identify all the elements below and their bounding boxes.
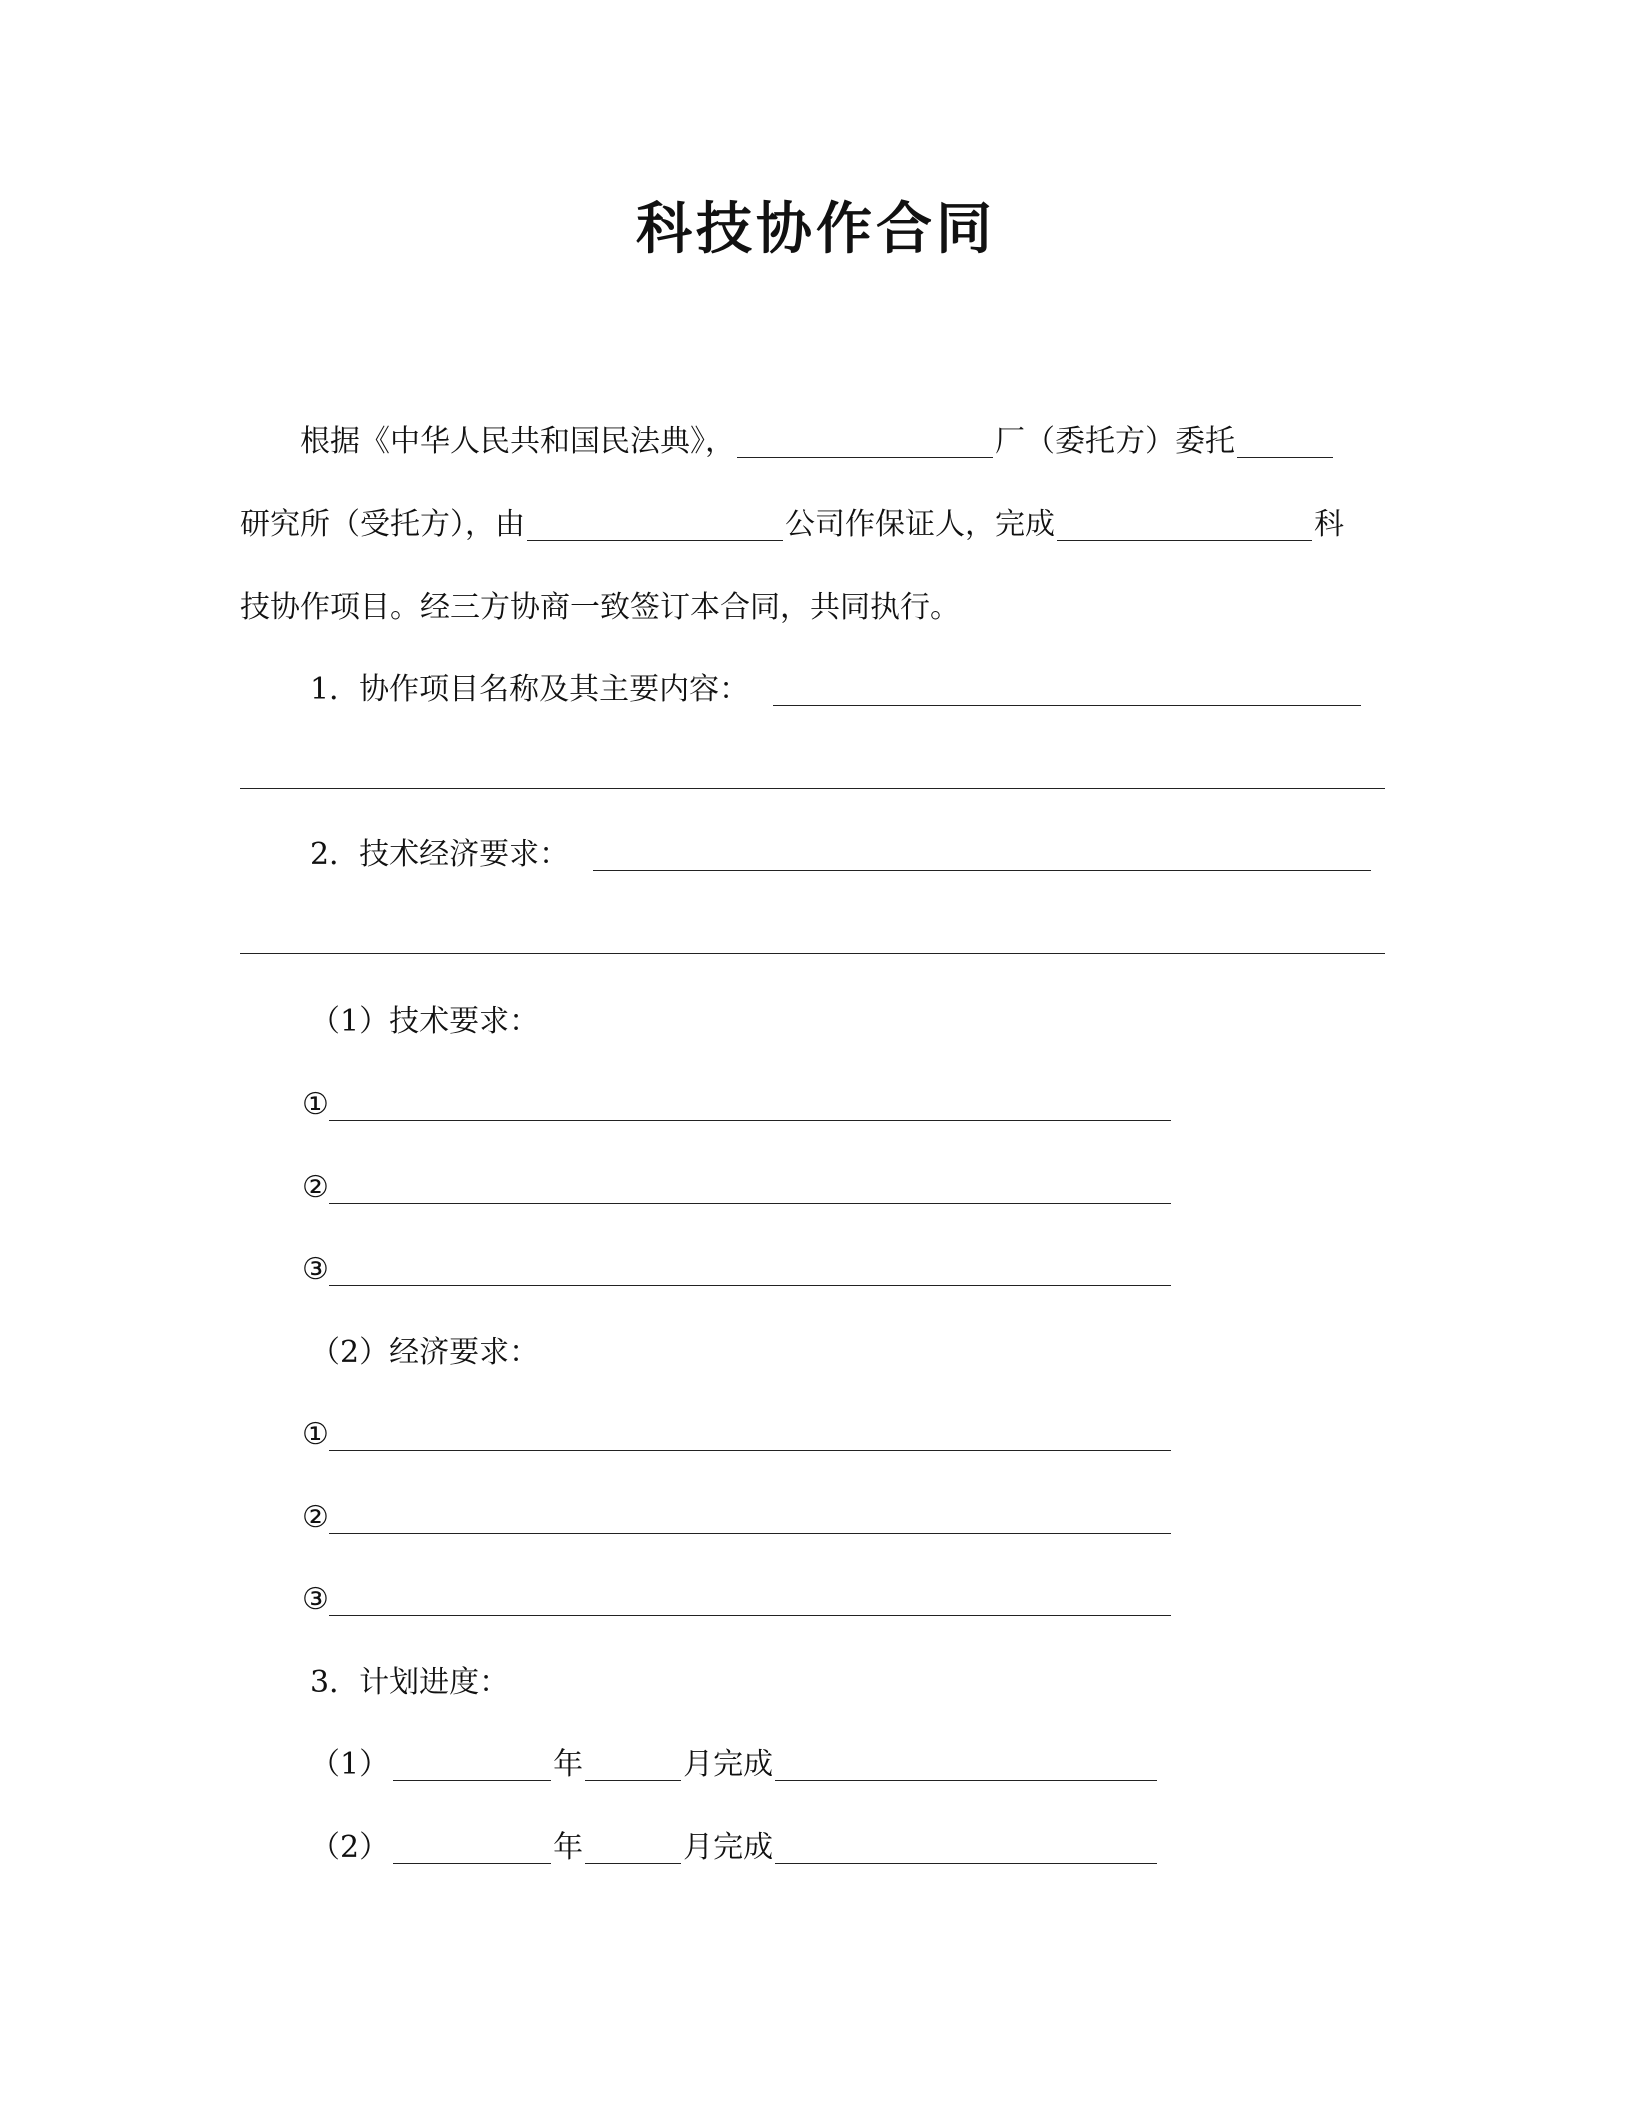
section-1-content-field[interactable] — [773, 669, 1361, 706]
tech-item-3 — [302, 1248, 1173, 1292]
tech-item-1 — [302, 1083, 1173, 1127]
econ-item-2-number: ② — [302, 1500, 329, 1535]
schedule-row-1-month-label: 月完成 — [683, 1747, 774, 1782]
section-2-label: 2．技术经济要求： — [310, 837, 570, 872]
intro-text-2a: 研究所（受托方），由 — [240, 507, 525, 542]
schedule-row-2 — [310, 1826, 1159, 1870]
schedule-row-1-number: （1） — [310, 1747, 390, 1782]
econ-item-3 — [302, 1578, 1173, 1622]
schedule-row-1-year-label: 年 — [553, 1747, 584, 1782]
econ-item-2-field[interactable] — [329, 1497, 1171, 1534]
section-2-line — [310, 833, 1373, 877]
econ-item-1-number: ① — [302, 1417, 329, 1452]
tech-item-2-field[interactable] — [329, 1167, 1171, 1204]
document-title: 科技协作合同 — [636, 197, 996, 262]
section-1-content-field-2[interactable] — [240, 788, 1385, 789]
schedule-row-2-month-field[interactable] — [585, 1827, 681, 1864]
tech-item-3-number: ③ — [302, 1252, 329, 1287]
section-1-line — [310, 668, 1363, 712]
section-3-heading — [310, 1661, 509, 1705]
schedule-row-2-number: （2） — [310, 1830, 390, 1865]
schedule-row-2-year-label: 年 — [553, 1830, 584, 1865]
tech-requirements-heading — [310, 1000, 539, 1044]
intro-text-1b: 厂（委托方）委托 — [995, 424, 1235, 459]
schedule-row-1-month-field[interactable] — [585, 1744, 681, 1781]
econ-item-3-field[interactable] — [329, 1579, 1171, 1616]
schedule-row-1-year-field[interactable] — [393, 1744, 551, 1781]
section-3-label: 3．计划进度： — [310, 1665, 510, 1700]
econ-item-1 — [302, 1413, 1173, 1457]
guarantor-company-field[interactable] — [527, 504, 783, 541]
econ-item-1-field[interactable] — [329, 1414, 1171, 1451]
econ-item-2 — [302, 1496, 1173, 1540]
econ-requirements-heading — [310, 1331, 539, 1375]
tech-item-1-number: ① — [302, 1087, 329, 1122]
intro-text-1a: 根据《中华人民共和国民法典》， — [300, 424, 735, 459]
tech-item-2-number: ② — [302, 1170, 329, 1205]
tech-item-1-field[interactable] — [329, 1084, 1171, 1121]
intro-text-3: 技协作项目。经三方协商一致签订本合同，共同执行。 — [240, 590, 960, 625]
schedule-row-2-month-label: 月完成 — [683, 1830, 774, 1865]
factory-name-field[interactable] — [737, 421, 993, 458]
project-name-field[interactable] — [1057, 504, 1312, 541]
institute-name-field-start[interactable] — [1237, 421, 1333, 458]
schedule-row-2-task-field[interactable] — [775, 1827, 1157, 1864]
econ-requirements-label: （2）经济要求： — [310, 1335, 540, 1370]
section-1-label: 1．协作项目名称及其主要内容： — [310, 672, 750, 707]
section-2-content-field-2[interactable] — [240, 953, 1385, 954]
intro-line-1 — [300, 420, 1335, 464]
econ-item-3-number: ③ — [302, 1582, 329, 1617]
section-2-content-field[interactable] — [593, 834, 1371, 871]
tech-requirements-label: （1）技术要求： — [310, 1004, 540, 1039]
tech-item-3-field[interactable] — [329, 1249, 1171, 1286]
schedule-row-2-year-field[interactable] — [393, 1827, 551, 1864]
intro-text-2b: 公司作保证人，完成 — [785, 507, 1055, 542]
schedule-row-1 — [310, 1743, 1159, 1787]
intro-line-2 — [240, 503, 1344, 547]
tech-item-2 — [302, 1166, 1173, 1210]
schedule-row-1-task-field[interactable] — [775, 1744, 1157, 1781]
intro-line-3 — [240, 586, 960, 630]
intro-text-2c: 科 — [1314, 507, 1344, 542]
